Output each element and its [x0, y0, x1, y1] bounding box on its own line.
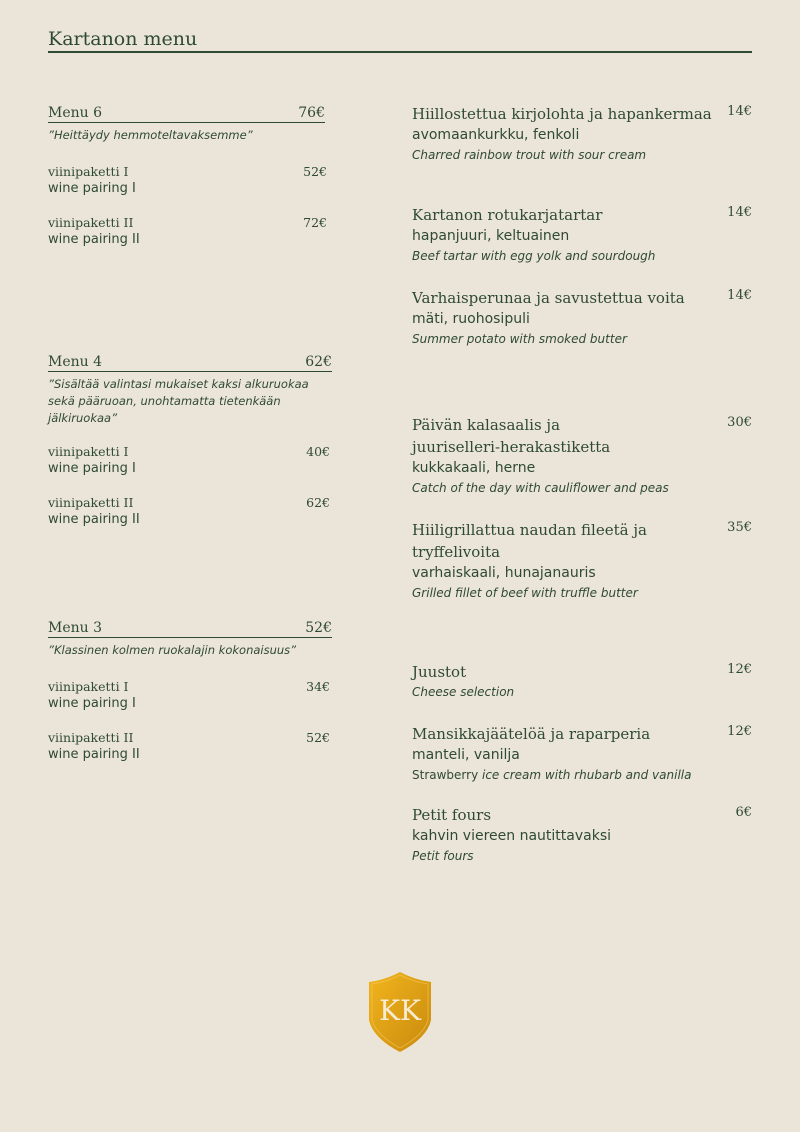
dish-english: Beef tartar with egg yolk and sourdough: [412, 249, 656, 263]
wine-pairing: [48, 495, 332, 529]
dish-description: avomaankurkku, fenkoli: [412, 127, 580, 143]
pairing-price: 34€: [306, 679, 330, 694]
dish-english: Catch of the day with cauliflower and peas: [412, 481, 669, 495]
menu-header: [48, 354, 332, 372]
pairing-name: viinipaketti II: [48, 495, 134, 510]
wine-pairing: [48, 730, 332, 764]
dish-english-upright: Strawberry: [412, 768, 479, 782]
pairing-price: 52€: [306, 730, 330, 745]
menu-header: [48, 105, 325, 123]
menu-name: Menu 3: [48, 620, 103, 636]
pairing-english: wine pairing I: [48, 461, 136, 476]
page-title: Kartanon menu: [48, 28, 752, 53]
menu-4-block: [48, 354, 332, 529]
dish-item: [412, 103, 752, 164]
dish-english: [412, 766, 752, 784]
dish-price: 30€: [727, 415, 752, 430]
dish-item: [412, 287, 752, 348]
menu-header: [48, 620, 332, 638]
dish-name: Mansikkajäätelöä ja raparperia: [412, 725, 651, 743]
menu-price: 62€: [305, 354, 332, 370]
kk-crest-logo: [367, 970, 433, 1054]
dish-description: varhaiskaali, hunajanauris: [412, 565, 596, 581]
menu-price: 76€: [298, 105, 325, 121]
pairing-name: viinipaketti I: [48, 164, 129, 179]
dish-item: [412, 519, 752, 602]
menu-6-block: [48, 105, 325, 249]
wine-pairing: [48, 164, 325, 198]
dish-item: [412, 804, 752, 865]
dish-name: Juustot: [412, 663, 467, 681]
dish-name: Varhaisperunaa ja savustettua voita: [412, 289, 685, 307]
dish-english: Charred rainbow trout with sour cream: [412, 148, 647, 162]
dish-english: Summer potato with smoked butter: [412, 332, 627, 346]
dish-price: 35€: [727, 520, 752, 535]
dish-english: Grilled fillet of beef with truffle butter: [412, 586, 638, 600]
dish-item: [412, 661, 752, 701]
dish-description: kukkakaali, herne: [412, 460, 536, 476]
dish-english: Petit fours: [412, 849, 474, 863]
dish-name: Hiiligrillattua naudan fileetä ja tryffelivoita: [412, 521, 647, 561]
dish-item: [412, 723, 752, 784]
dish-item: [412, 204, 752, 265]
pairing-name: viinipaketti II: [48, 215, 134, 230]
dish-price: 6€: [735, 805, 752, 820]
dish-price: 14€: [727, 205, 752, 220]
pairing-name: viinipaketti II: [48, 730, 134, 745]
wine-pairing: [48, 215, 325, 249]
wine-pairing: [48, 679, 332, 713]
menu-price: 52€: [305, 620, 332, 636]
pairing-name: viinipaketti I: [48, 679, 129, 694]
pairing-english: wine pairing I: [48, 181, 136, 196]
menu-tagline: ”Heittäydy hemmoteltavaksemme”: [48, 128, 253, 142]
wine-pairing: [48, 444, 332, 478]
dish-name: Kartanon rotukarjatartar: [412, 206, 603, 224]
dish-description: manteli, vanilja: [412, 747, 520, 763]
pairing-price: 72€: [303, 215, 327, 230]
pairing-price: 62€: [306, 495, 330, 510]
pairing-english: wine pairing II: [48, 747, 140, 762]
menu-name: Menu 4: [48, 354, 103, 370]
pairing-price: 52€: [303, 164, 327, 179]
dish-description: hapanjuuri, keltuainen: [412, 228, 570, 244]
dish-description: kahvin viereen nautittavaksi: [412, 828, 612, 844]
dish-price: 14€: [727, 104, 752, 119]
pairing-english: wine pairing I: [48, 696, 136, 711]
dish-name: Hiillostettua kirjolohta ja hapankermaa: [412, 105, 712, 123]
pairing-name: viinipaketti I: [48, 444, 129, 459]
logo-letters: KK: [379, 994, 421, 1027]
pairing-english: wine pairing II: [48, 512, 140, 527]
menu-tagline: ”Klassinen kolmen ruokalajin kokonaisuus”: [48, 643, 297, 657]
dish-description: mäti, ruohosipuli: [412, 311, 530, 327]
menu-tagline: ”Sisältää valintasi mukaiset kaksi alkuruokaa sekä pääruoan, unohtamatta tietenkään jälkiruokaa”: [48, 377, 309, 425]
dish-item: [412, 414, 752, 497]
dish-name: Petit fours: [412, 806, 492, 824]
dish-price: 12€: [727, 662, 752, 677]
dish-name: Päivän kalasaalis ja juuriselleri-herakastiketta: [412, 416, 611, 456]
dish-price: 12€: [727, 724, 752, 739]
menu-name: Menu 6: [48, 105, 103, 121]
dish-english-rest: ice cream with rhubarb and vanilla: [478, 768, 692, 782]
dish-english: Cheese selection: [412, 685, 515, 699]
dish-price: 14€: [727, 288, 752, 303]
pairing-price: 40€: [306, 444, 330, 459]
menu-3-block: [48, 620, 332, 764]
pairing-english: wine pairing II: [48, 232, 140, 247]
